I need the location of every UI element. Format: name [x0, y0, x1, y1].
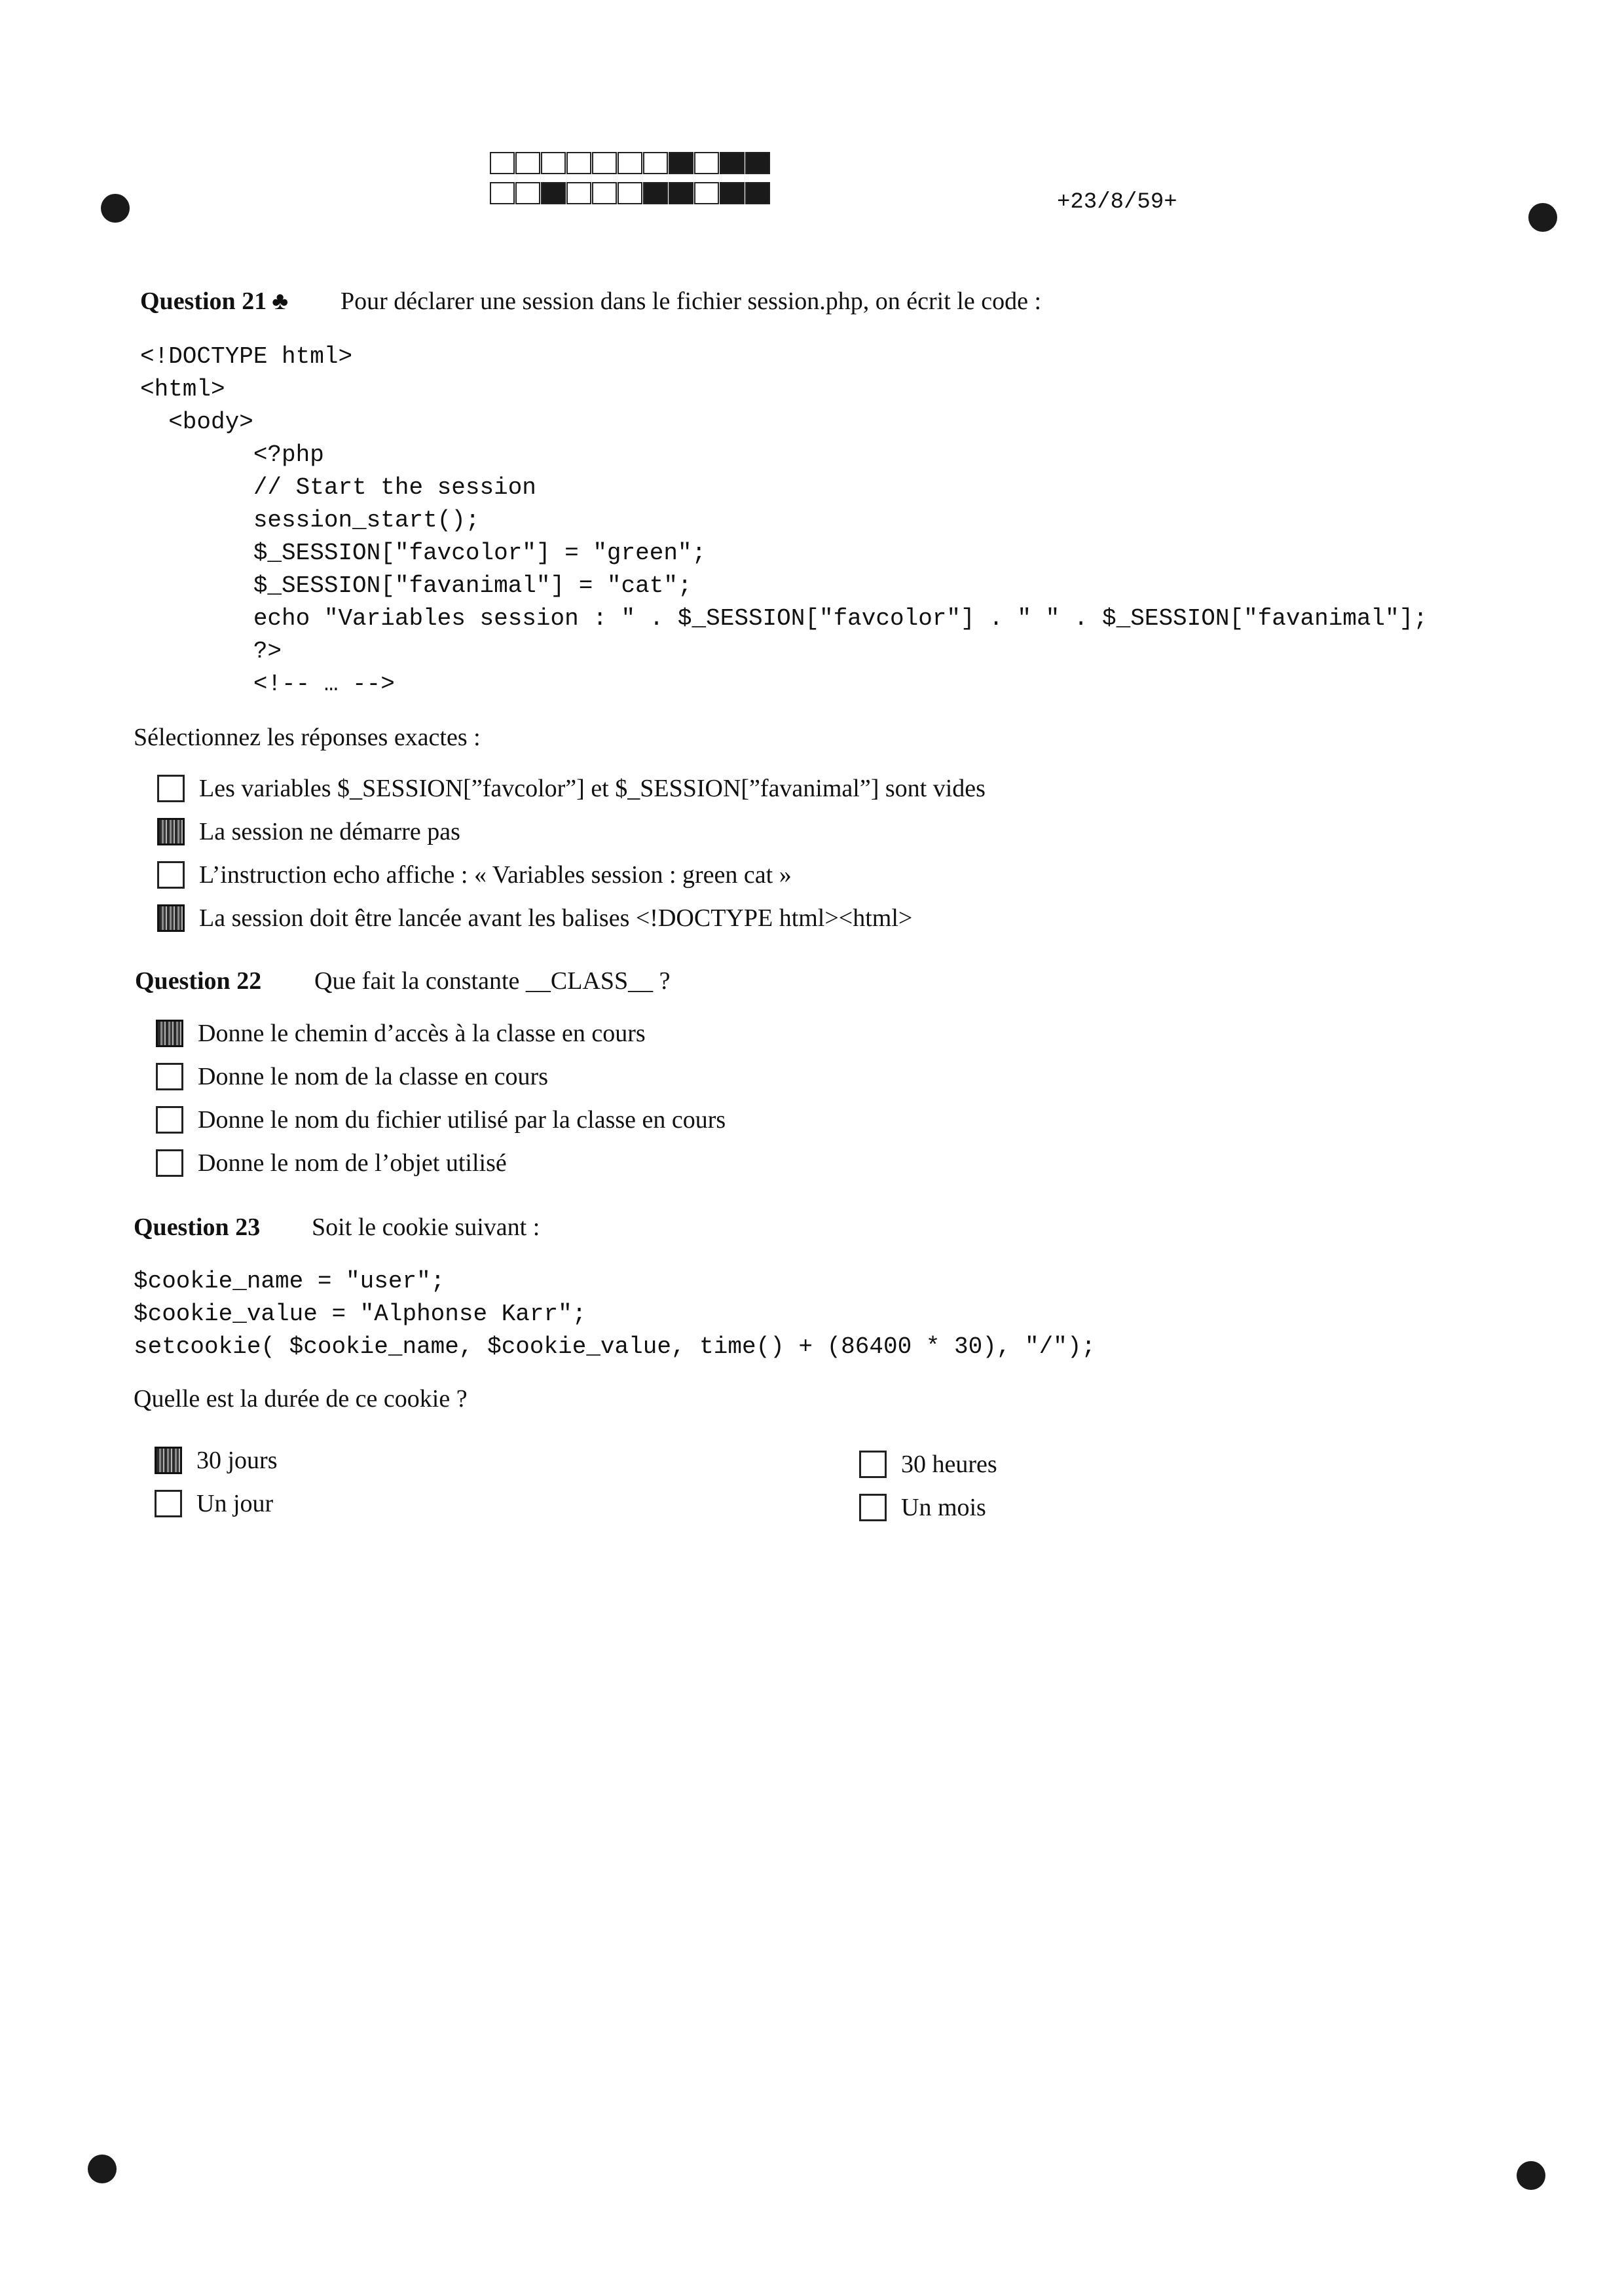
registration-mark-top-right — [1528, 203, 1557, 232]
question-21-option-2[interactable] — [157, 817, 460, 846]
question-23-code: $cookie_name = "user"; $cookie_value = "Alphonse Karr"; setcookie( $cookie_name, $cookie_value, time() + (86400 * 30), "/"); — [134, 1268, 1096, 1360]
checkbox[interactable] — [157, 861, 185, 889]
option-label: La session ne démarre pas — [199, 818, 460, 845]
option-label: 30 jours — [196, 1447, 278, 1474]
option-label: Donne le nom de l’objet utilisé — [198, 1149, 507, 1177]
checkbox-checked[interactable] — [157, 904, 185, 932]
question-23-option-2[interactable] — [155, 1489, 273, 1518]
barcode-cell — [643, 182, 668, 204]
barcode-cell — [490, 182, 515, 204]
option-label: Un jour — [196, 1490, 274, 1517]
barcode-cell — [669, 182, 693, 204]
question-21-text: Pour déclarer une session dans le fichier session.php, on écrit le code : — [341, 287, 1042, 315]
option-label: Un mois — [901, 1494, 986, 1521]
question-23-prompt: Quelle est la durée de ce cookie ? — [134, 1385, 468, 1413]
barcode-cell — [592, 152, 617, 174]
barcode-cell — [566, 152, 591, 174]
question-21-prompt: Sélectionnez les réponses exactes : — [134, 724, 481, 751]
question-21-option-1[interactable] — [157, 774, 986, 803]
barcode-cell — [541, 152, 566, 174]
checkbox-checked[interactable] — [156, 1020, 183, 1047]
option-label: 30 heures — [901, 1451, 997, 1478]
checkbox[interactable] — [155, 1490, 182, 1517]
question-22-text: Que fait la constante __CLASS__ ? — [314, 967, 671, 995]
barcode-cell — [694, 182, 719, 204]
question-21-option-4[interactable] — [157, 904, 912, 933]
checkbox-checked[interactable] — [157, 818, 185, 845]
question-23-option-1[interactable] — [155, 1446, 278, 1475]
question-21-option-3[interactable] — [157, 861, 792, 889]
checkbox[interactable] — [859, 1451, 887, 1478]
barcode-cell — [745, 152, 770, 174]
barcode-cell — [566, 182, 591, 204]
checkbox-checked[interactable] — [155, 1447, 182, 1474]
barcode-cell — [745, 182, 770, 204]
question-23-option-4[interactable] — [859, 1493, 986, 1522]
question-22-option-1[interactable] — [156, 1019, 646, 1048]
option-label: Donne le nom de la classe en cours — [198, 1063, 548, 1090]
question-23-label: Question 23 — [134, 1213, 261, 1241]
checkbox[interactable] — [156, 1106, 183, 1134]
registration-mark-top-left — [101, 194, 130, 223]
barcode-cell — [515, 152, 540, 174]
barcode-cell — [694, 152, 719, 174]
question-21-header — [140, 287, 1042, 316]
question-23-text: Soit le cookie suivant : — [312, 1213, 540, 1241]
question-23-header — [134, 1213, 540, 1242]
option-label: La session doit être lancée avant les balises <!DOCTYPE html><html> — [199, 904, 913, 932]
option-label: Les variables $_SESSION[”favcolor”] et $_SESSION[”favanimal”] sont vides — [199, 775, 986, 802]
question-21-label: Question 21 — [140, 287, 267, 315]
barcode-cell — [618, 182, 642, 204]
barcode-row-bottom — [490, 182, 771, 204]
question-23-option-3[interactable] — [859, 1450, 997, 1479]
barcode-cell — [490, 152, 515, 174]
barcode-cell — [541, 182, 566, 204]
checkbox[interactable] — [859, 1494, 887, 1521]
question-21-code: <!DOCTYPE html> <html> <body> <?php // Start the session session_start(); $_SESSION["favcolor"] = "green"; $_SESSION["favanimal"] = "cat"; echo "Variables session : " . $_SESSION["favcolor"] . " " . $_SESSION["favanimal"]; ?> <!-- … --> — [140, 343, 1428, 697]
page-identifier: +23/8/59+ — [1057, 190, 1177, 215]
option-label: Donne le chemin d’accès à la classe en cours — [198, 1020, 646, 1047]
registration-mark-bottom-left — [88, 2155, 117, 2183]
question-22-option-4[interactable] — [156, 1149, 507, 1177]
checkbox[interactable] — [156, 1149, 183, 1177]
option-label: L’instruction echo affiche : « Variables session : green cat » — [199, 861, 792, 889]
barcode-row-top — [490, 152, 771, 174]
barcode-cell — [618, 152, 642, 174]
club-icon: ♣ — [272, 287, 289, 315]
question-22-option-2[interactable] — [156, 1062, 548, 1091]
barcode-cell — [515, 182, 540, 204]
registration-mark-bottom-right — [1517, 2161, 1545, 2190]
barcode-cell — [720, 182, 745, 204]
barcode-cell — [669, 152, 693, 174]
checkbox[interactable] — [157, 775, 185, 802]
barcode-cell — [592, 182, 617, 204]
question-22-option-3[interactable] — [156, 1105, 726, 1134]
option-label: Donne le nom du fichier utilisé par la classe en cours — [198, 1106, 726, 1134]
checkbox[interactable] — [156, 1063, 183, 1090]
barcode-cell — [720, 152, 745, 174]
barcode-cell — [643, 152, 668, 174]
question-22-label: Question 22 — [135, 967, 262, 995]
question-22-header — [135, 967, 671, 995]
